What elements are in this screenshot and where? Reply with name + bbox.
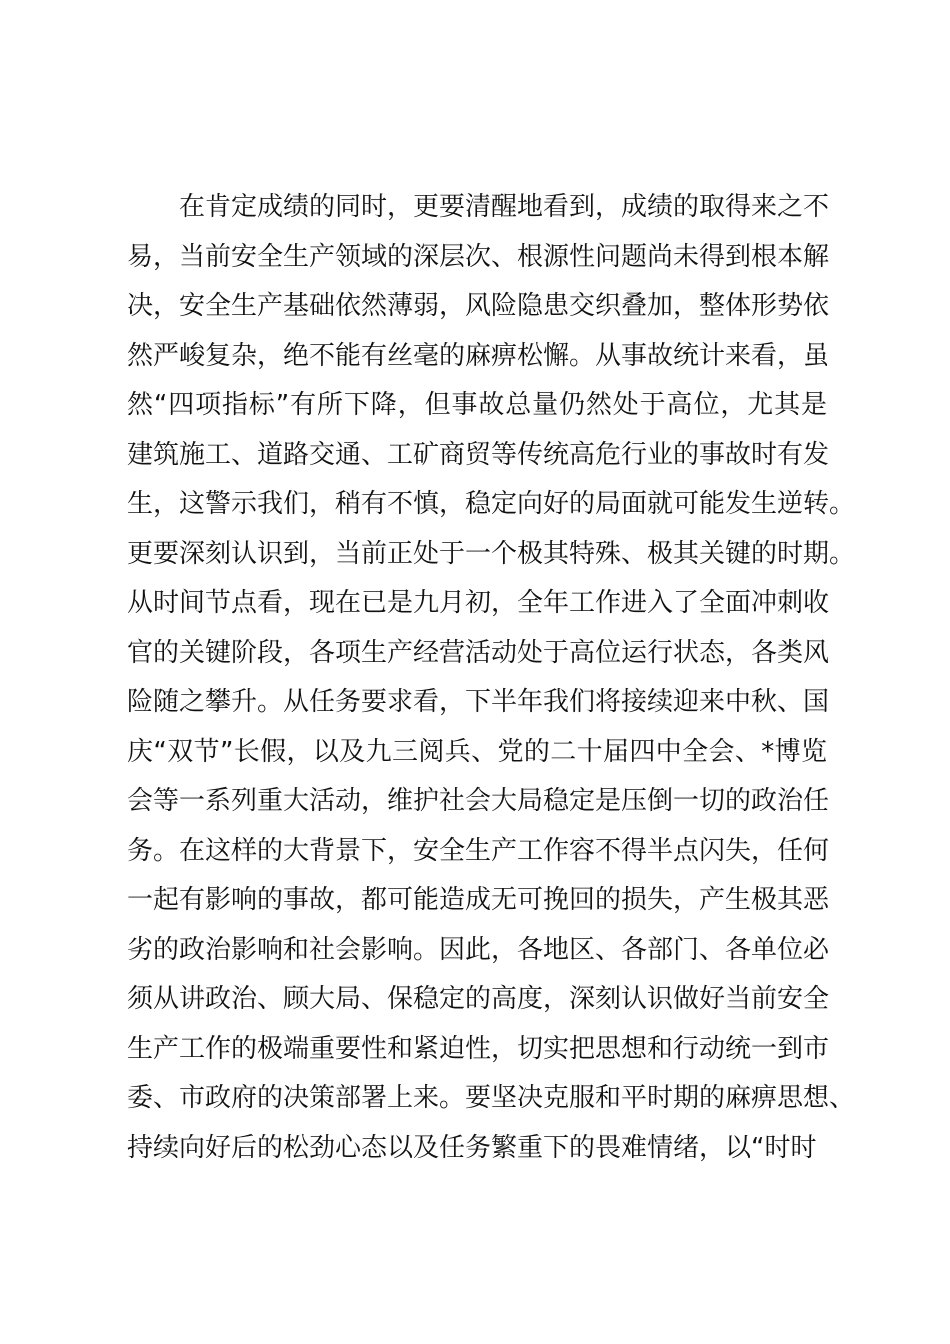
paragraph-line: 务。在这样的大背景下，安全生产工作容不得半点闪失，任何 (127, 835, 830, 866)
paragraph-line: 从时间节点看，现在已是九月初，全年工作进入了全面冲刺收 (127, 588, 830, 618)
paragraph-line: 会等一系列重大活动，维护社会大局稳定是压倒一切的政治任 (127, 786, 830, 816)
paragraph-line: 官的关键阶段，各项生产经营活动处于高位运行状态，各类风 (127, 637, 830, 668)
paragraph-line: 险随之攀升。从任务要求看，下半年我们将接续迎来中秋、国 (127, 687, 830, 717)
paragraph-line: 易，当前安全生产领域的深层次、根源性问题尚未得到根本解 (127, 241, 830, 272)
paragraph-line: 庆“双节”长假，以及九三阅兵、党的二十届四中全会、*博览 (127, 736, 827, 767)
paragraph-line: 委、市政府的决策部署上来。要坚决克服和平时期的麻痹思想、 (127, 1083, 856, 1113)
paragraph-line: 生，这警示我们，稍有不慎，稳定向好的局面就可能发生逆转。 (127, 489, 856, 519)
paragraph-line: 一起有影响的事故，都可能造成无可挽回的损失，产生极其恶 (127, 885, 830, 915)
paragraph-line: 决，安全生产基础依然薄弱，风险隐患交织叠加，整体形势依 (127, 291, 830, 321)
body-paragraph (127, 183, 856, 1173)
paragraph-line: 生产工作的极端重要性和紧迫性，切实把思想和行动统一到市 (127, 1033, 830, 1064)
paragraph-line: 劣的政治影响和社会影响。因此，各地区、各部门、各单位必 (127, 934, 830, 965)
paragraph-line: 建筑施工、道路交通、工矿商贸等传统高危行业的事故时有发 (127, 439, 830, 470)
paragraph-line: 更要深刻认识到，当前正处于一个极其特殊、极其关键的时期。 (127, 538, 856, 569)
paragraph-line: 然严峻复杂，绝不能有丝毫的麻痹松懈。从事故统计来看，虽 (127, 340, 830, 371)
paragraph-line: 持续向好后的松劲心态以及任务繁重下的畏难情绪，以“时时 (127, 1132, 817, 1163)
paragraph-line: 在肯定成绩的同时，更要清醒地看到，成绩的取得来之不 (127, 192, 830, 222)
paragraph-line: 须从讲政治、顾大局、保稳定的高度，深刻认识做好当前安全 (127, 984, 830, 1014)
paragraph-line: 然“四项指标”有所下降，但事故总量仍然处于高位，尤其是 (127, 390, 827, 420)
